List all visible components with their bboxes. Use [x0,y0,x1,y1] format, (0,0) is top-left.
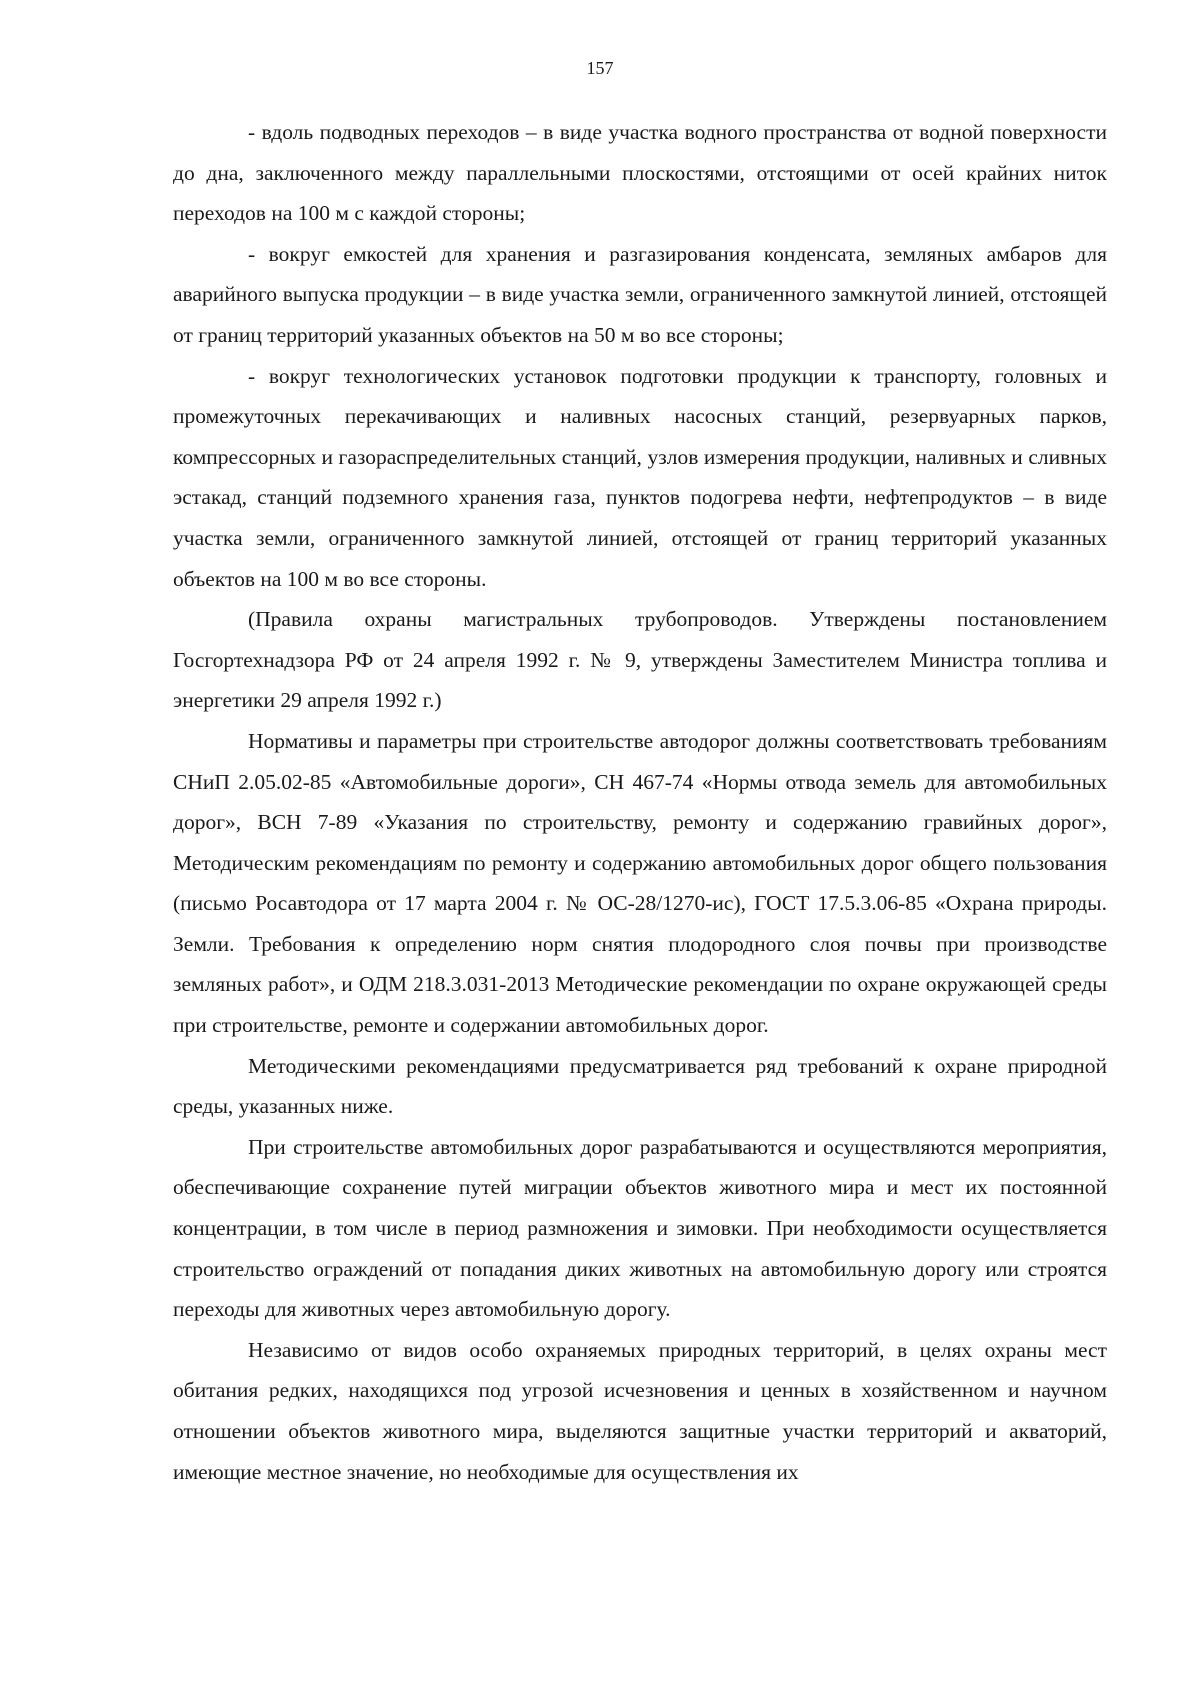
page-number: 157 [586,58,614,78]
paragraph-underwater-crossings: - вдоль подводных переходов – в виде участка водного пространства от водной поверхности до дна, заключенного между параллельными плоскостями, отстоящими от осей крайних ниток переходов на 100 м с каждой стороны; [173,120,1107,226]
paragraph-road-construction-norms: Нормативы и параметры при строительстве автодорог должны соответствовать требованиям СНиП 2.05.02-85 «Автомобильные дороги», СН 467-74 «Нормы отвода земель для автомобильных дорог», ВСН 7-89 «Указания по строительству, ремонту и содержанию гравийных дорог», Методическим рекомендациям по ремонту и содержанию автомобильных дорог общего пользования (письмо Росавтодора от 17 марта 2004 г. № ОС-28/1270-ис), ГОСТ 17.5.3.06-85 «Охрана природы. Земли. Требования к определению норм снятия плодородного слоя почвы при производстве земляных работ», и ОДМ 218.3.031-2013 Методические рекомендации по охране окружающей среды при строительстве, ремонте и содержании автомобильных дорог. [173,728,1107,1038]
paragraph-technological-installations: - вокруг технологических установок подготовки продукции к транспорту, головных и промежуточных перекачивающих и наливных насосных станций, резервуарных парков, компрессорных и газораспределительных станций, узлов измерения продукции, наливных и сливных эстакад, станций подземного хранения газа, пунктов подогрева нефти, нефтепродуктов – в виде участка земли, ограниченного замкнутой линией, отстоящей от границ территорий указанных объектов на 100 м во все стороны. [173,363,1107,591]
paragraph-animal-migration-measures: При строительстве автомобильных дорог разрабатываются и осуществляются мероприятия, обеспечивающие сохранение путей миграции объектов животного мира и мест их постоянной концентрации, в том числе в период размножения и зимовки. При необходимости осуществляется строительство ограждений от попадания диких животных на автомобильную дорогу или строятся переходы для животных через автомобильную дорогу. [173,1134,1107,1322]
paragraph-protected-areas: Независимо от видов особо охраняемых природных территорий, в целях охраны мест обитания редких, находящихся под угрозой исчезновения и ценных в хозяйственном и научном отношении объектов животного мира, выделяются защитные участки территорий и акваторий, имеющие местное значение, но необходимые для осуществления их [173,1337,1107,1484]
document-body [173,112,1107,1492]
paragraph-condensate-tanks: - вокруг емкостей для хранения и разгазирования конденсата, земляных амбаров для аварийного выпуска продукции – в виде участка земли, ограниченного замкнутой линией, отстоящей от границ территорий указанных объектов на 50 м во все стороны; [173,241,1107,347]
paragraph-pipeline-rules-citation: (Правила охраны магистральных трубопроводов. Утверждены постановлением Госгортехнадзора РФ от 24 апреля 1992 г. № 9, утверждены Заместителем Министра топлива и энергетики 29 апреля 1992 г.) [173,607,1107,713]
paragraph-methodical-recommendations: Методическими рекомендациями предусматривается ряд требований к охране природной среды, указанных ниже. [173,1053,1107,1119]
